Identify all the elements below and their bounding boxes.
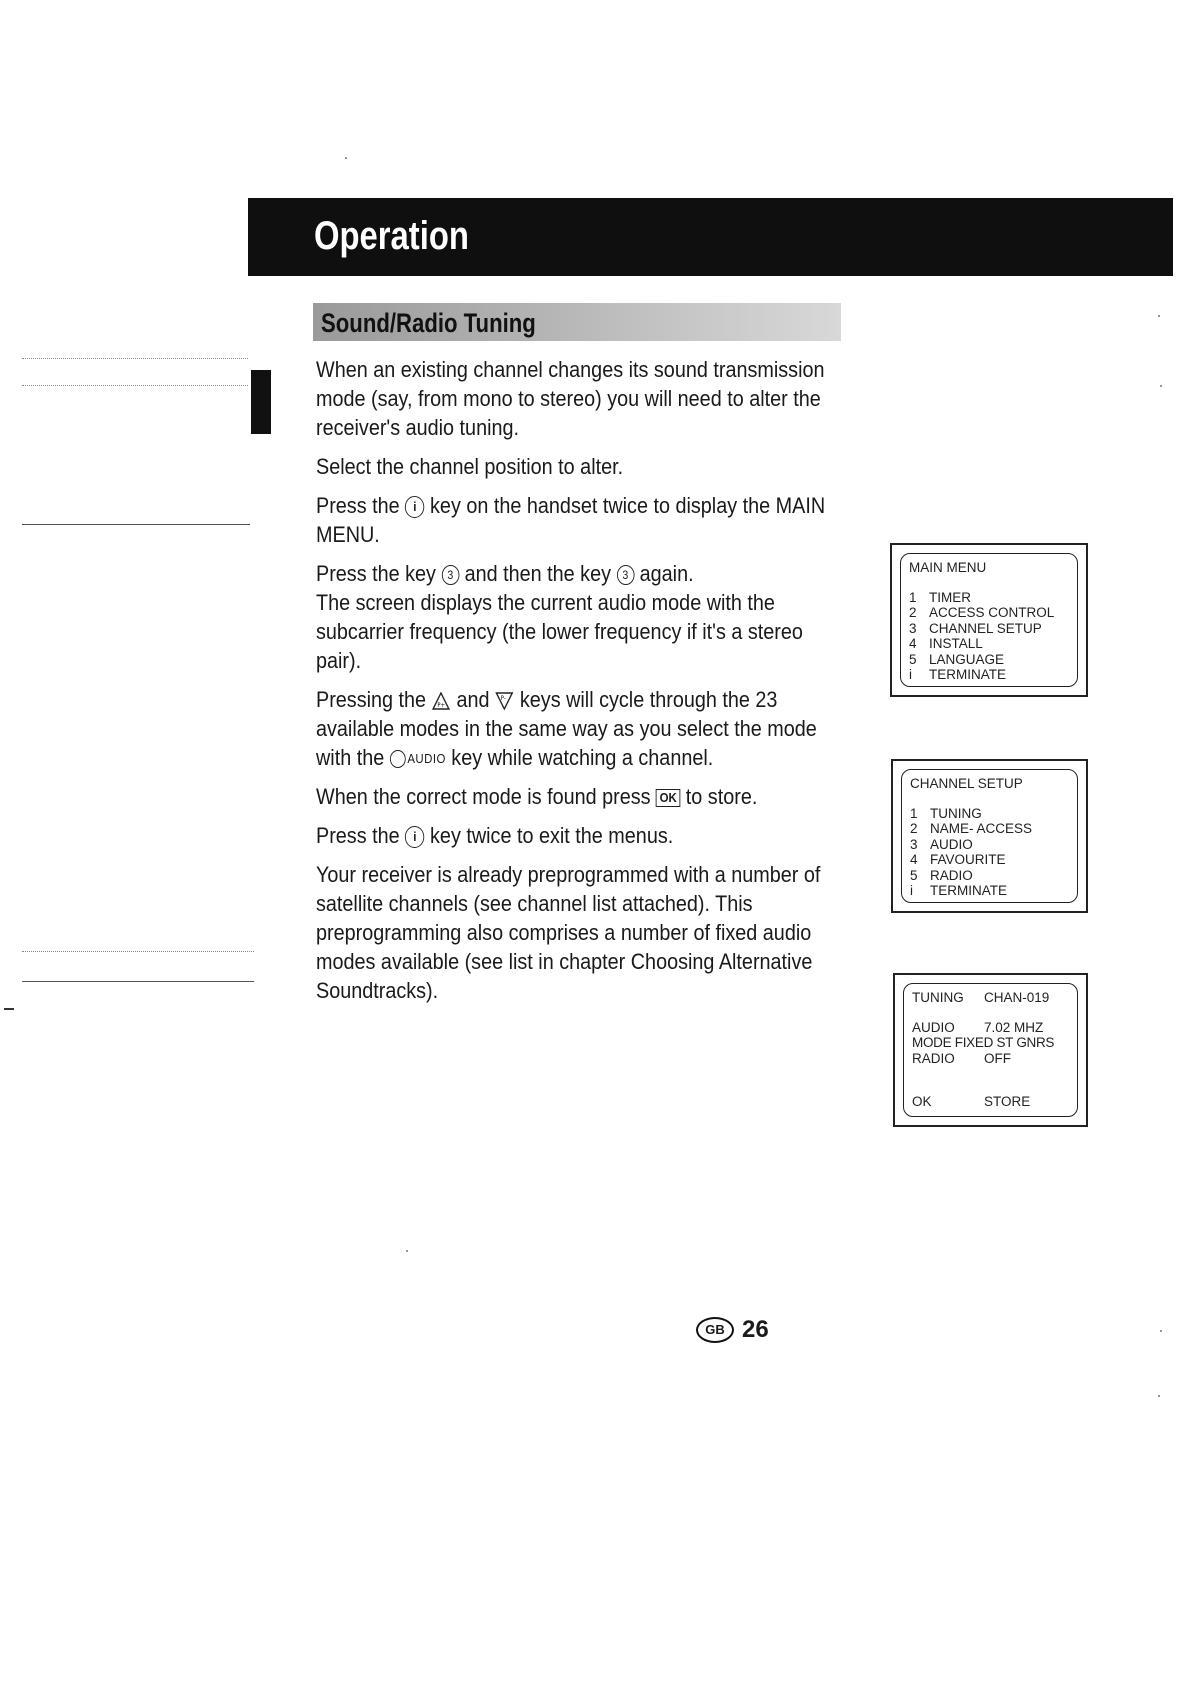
menu-item: 4 FAVOURITE (910, 852, 1006, 867)
screen-title: MAIN MENU (909, 560, 987, 575)
setting-row: RADIO OFF (912, 1050, 1011, 1066)
screen-frame (900, 553, 1078, 687)
menu-item: i TERMINATE (909, 667, 1006, 682)
margin-tick (4, 1008, 14, 1010)
channel-setup-screen (891, 759, 1088, 913)
menu-item: 3 CHANNEL SETUP (909, 620, 1042, 636)
info-key-icon: i (405, 826, 424, 848)
text-fragment: Pressing the (316, 687, 427, 712)
paragraph-store (316, 782, 853, 811)
text-fragment: and (456, 687, 490, 712)
text-fragment: When the correct mode is found press (316, 784, 651, 809)
paragraph-exit (316, 821, 853, 850)
menu-item: 4 INSTALL (909, 636, 983, 651)
paragraph-key-sequence (316, 559, 853, 675)
chapter-header (248, 198, 1173, 276)
setting-row: MODE FIXED ST GNRS (912, 1035, 1055, 1050)
chapter-title: Operation (314, 214, 469, 258)
key-3-icon: 3 (441, 565, 459, 585)
paragraph-cycle-modes (316, 685, 853, 772)
menu-item: 1 TIMER (909, 589, 971, 605)
program-down-icon (495, 691, 514, 711)
text-fragment: Press the (316, 823, 400, 848)
menu-item: 3 AUDIO (910, 836, 973, 852)
menu-item: 5 LANGUAGE (909, 651, 1005, 667)
section-heading (313, 303, 841, 341)
text-fragment: Press the (316, 493, 400, 518)
paragraph-intro: When an existing channel changes its sound transmission mode (say, from mono to stereo) you will need to alter the receiver's audio tuning. (316, 357, 825, 440)
menu-item: 1 TUNING (910, 805, 982, 821)
section-title: Sound/Radio Tuning (321, 308, 536, 338)
margin-rule (22, 981, 254, 982)
margin-rule (22, 951, 254, 952)
margin-marker (251, 370, 271, 434)
text-fragment: again. (639, 561, 694, 586)
menu-item: 5 RADIO (910, 867, 973, 883)
tuning-screen (893, 973, 1088, 1127)
paragraph-select: Select the channel position to alter. (316, 454, 624, 479)
menu-item: 2 NAME- ACCESS (910, 821, 1033, 836)
screen-title: TUNING CHAN-019 (912, 990, 1050, 1005)
main-menu-screen (890, 543, 1088, 697)
instructions (316, 355, 856, 1015)
program-up-icon (432, 691, 451, 711)
margin-rule (22, 358, 248, 359)
screen-frame (901, 769, 1078, 903)
audio-key-icon (390, 750, 406, 768)
screen-frame (903, 983, 1078, 1117)
page-footer (696, 1316, 769, 1344)
svg-text:P+: P+ (437, 702, 446, 710)
key-3-icon: 3 (617, 565, 635, 585)
margin-rule (22, 385, 248, 386)
setting-row: AUDIO 7.02 MHZ (912, 1019, 1044, 1035)
svg-text:P-: P- (501, 695, 507, 703)
menu-item: i TERMINATE (910, 883, 1007, 898)
page-number: 26 (742, 1316, 769, 1343)
margin-rule (22, 524, 250, 525)
text-fragment: key while watching a channel. (451, 745, 714, 770)
region-badge: GB (696, 1317, 734, 1343)
audio-key-label: AUDIO (407, 751, 446, 767)
paragraph-preprogrammed: Your receiver is already preprogrammed with a number of satellite channels (see channel list attached). This preprogramming also comprises a number of fixed audio modes available (see list in chapter Choosing Alternative Soundtracks). (316, 862, 821, 1003)
text-fragment: and then the key (464, 561, 612, 586)
text-fragment: to store. (685, 784, 758, 809)
text-fragment: keys will cycle through the 23 available modes in the same way as you select the mode with the (316, 687, 817, 770)
setting-row: OK STORE (912, 1094, 1031, 1109)
text-fragment: key on the handset twice to display the MAIN MENU. (316, 493, 826, 547)
paragraph-main-menu (316, 491, 853, 549)
screen-title: CHANNEL SETUP (910, 776, 1023, 791)
menu-item: 2 ACCESS CONTROL (909, 605, 1055, 620)
text-fragment: key twice to exit the menus. (430, 823, 674, 848)
text-fragment: The screen displays the current audio mode with the subcarrier frequency (the lower frequency if it's a stereo pair). (316, 590, 803, 673)
ok-key-icon: OK (656, 789, 680, 807)
info-key-icon: i (405, 496, 424, 518)
text-fragment: Press the key (316, 561, 436, 586)
